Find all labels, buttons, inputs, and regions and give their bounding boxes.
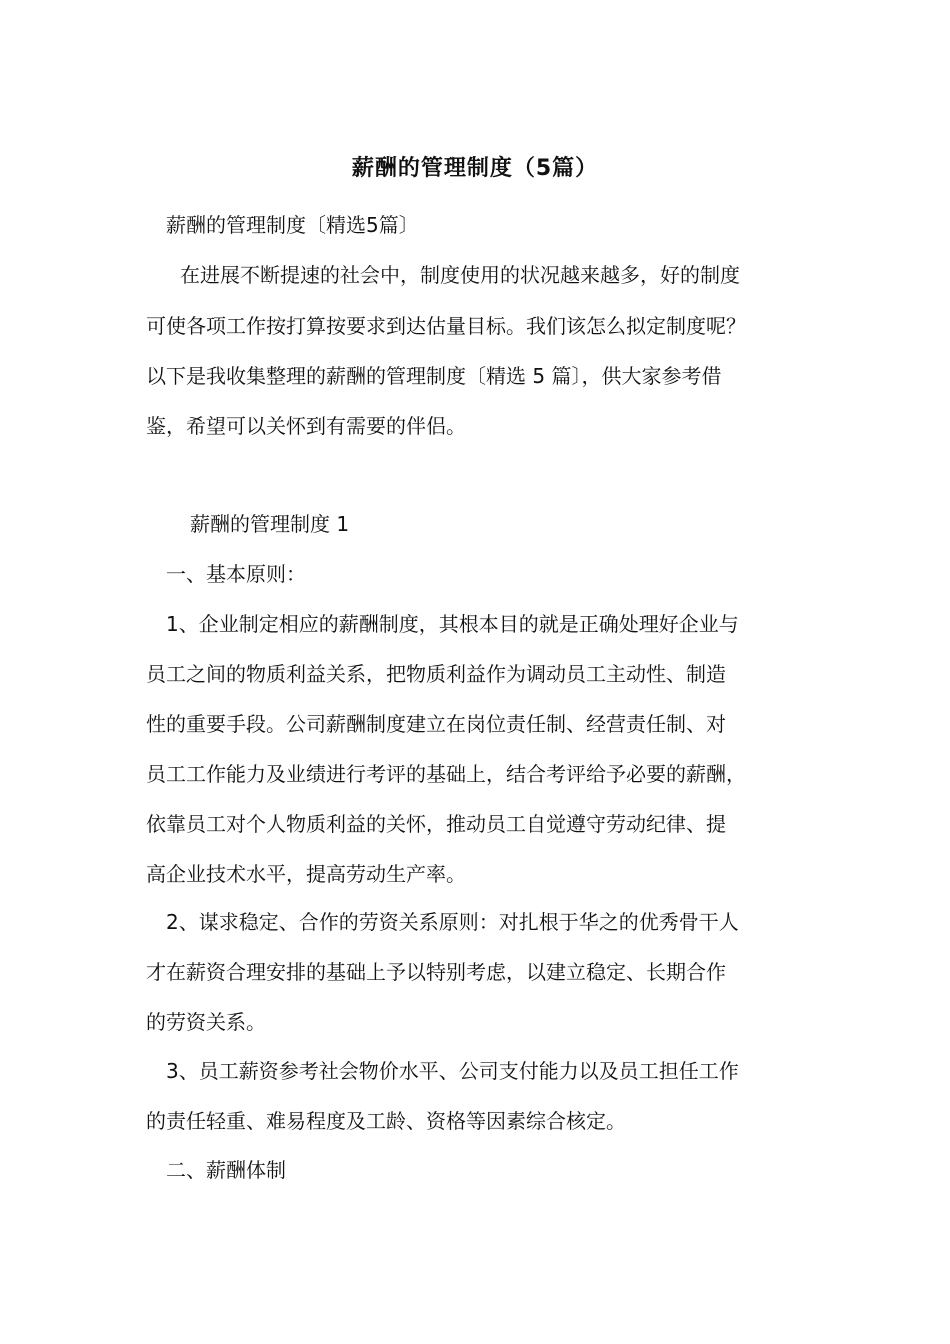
item-line: 性的重要手段。公司薪酬制度建立在岗位责任制、经营责任制、对 xyxy=(146,712,726,736)
intro-line: 可使各项工作按打算按要求到达估量目标。我们该怎么拟定制度呢？ xyxy=(146,314,746,338)
intro-line: 鉴，希望可以关怀到有需要的伴侣。 xyxy=(146,414,466,438)
document-subtitle: 薪酬的管理制度〔精选5篇〕 xyxy=(166,213,419,237)
intro-line: 在进展不断提速的社会中，制度使用的状况越来越多，好的制度 xyxy=(180,263,740,287)
item-line: 的劳资关系。 xyxy=(146,1010,266,1034)
item-line: 依靠员工对个人物质利益的关怀，推动员工自觉遵守劳动纪律、提 xyxy=(146,812,726,836)
part-heading: 二、薪酬体制 xyxy=(166,1158,286,1182)
item-line: 员工之间的物质利益关系，把物质利益作为调动员工主动性、制造 xyxy=(146,662,726,686)
item-line: 1、企业制定相应的薪酬制度，其根本目的就是正确处理好企业与 xyxy=(166,612,739,636)
item-line: 2、谋求稳定、合作的劳资关系原则：对扎根于华之的优秀骨干人 xyxy=(166,910,739,934)
item-line: 的责任轻重、难易程度及工龄、资格等因素综合核定。 xyxy=(146,1109,626,1133)
item-line: 高企业技术水平，提高劳动生产率。 xyxy=(146,862,466,886)
section-heading: 薪酬的管理制度 1 xyxy=(190,512,350,536)
intro-line: 以下是我收集整理的薪酬的管理制度〔精选 5 篇〕，供大家参考借 xyxy=(146,364,722,388)
document-title: 薪酬的管理制度（5篇） xyxy=(351,156,599,181)
item-line: 才在薪资合理安排的基础上予以特别考虑，以建立稳定、长期合作 xyxy=(146,960,726,984)
item-line: 员工工作能力及业绩进行考评的基础上，结合考评给予必要的薪酬， xyxy=(146,762,746,786)
part-heading: 一、基本原则： xyxy=(166,562,306,586)
item-line: 3、员工薪资参考社会物价水平、公司支付能力以及员工担任工作 xyxy=(166,1059,739,1083)
